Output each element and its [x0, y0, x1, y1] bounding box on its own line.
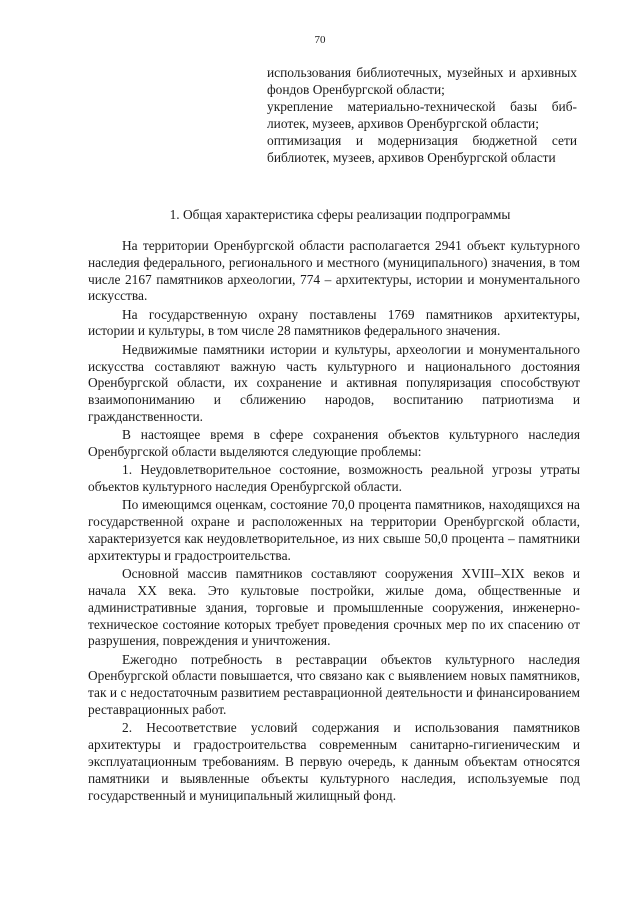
subprogram-goals-list: [267, 64, 577, 166]
section-body: [88, 238, 580, 806]
paragraph: 2. Несоответствие условий содержания и использования памятников архитектуры и градостроительства современным санитарно-гигиеническим и эксплуатационным требованиям. В первую очередь, к данным объектам относятся памятники и выявленные объекты культурного наследия, используемые под государственный и муниципальный жилищный фонд.: [88, 720, 580, 803]
page-number: 70: [314, 34, 326, 46]
paragraph: Недвижимые памятники истории и культуры, археологии и монументального искусства составляют важную часть культурного и национального достояния Оренбургской области, их сохранение и активная популяризация способствуют взаимопониманию и сближению народов, воспитанию патриотизма и гражданственности.: [88, 341, 580, 424]
goal-item: укрепление материально-технической базы библиотек, музеев, архивов Оренбургской области;: [267, 99, 577, 131]
paragraph: На государственную охрану поставлены 1769 памятников архитектуры, истории и культуры, в том числе 28 памятников федерального значения.: [88, 306, 580, 339]
paragraph: В настоящее время в сфере сохранения объектов культурного наследия Оренбургской области выделяются следующие проблемы:: [88, 427, 580, 460]
paragraph: 1. Неудовлетворительное состояние, возможность реальной угрозы утраты объектов культурного наследия Оренбургской области.: [88, 462, 580, 495]
section-heading: 1. Общая характеристика сферы реализации подпрограммы: [169, 207, 511, 222]
goal-item: оптимизация и модернизация бюджетной сети библиотек, музеев, архивов Оренбургской области: [267, 133, 577, 165]
paragraph: Основной массив памятников составляют сооружения XVIII–XIX веков и начала XX века. Это культовые постройки, жилые дома, общественные и административные здания, торговые и промышленные сооружения, инженерно-техническое состояние которых требует проведения срочных мер по их спасению от разрушения, повреждения и уничтожения.: [88, 566, 580, 649]
goal-item: использования библиотечных, музейных и архивных фондов Оренбургской области;: [267, 65, 577, 97]
paragraph: На территории Оренбургской области располагается 2941 объект культурного наследия федерального, регионального и местного (муниципального) значения, в том числе 2167 памятников археологии, 774 – архитектуры, истории и монументального искусства.: [88, 238, 580, 304]
paragraph: Ежегодно потребность в реставрации объектов культурного наследия Оренбургской области повышается, что связано как с выявлением новых памятников, так и с недостаточным развитием реставрационной деятельности и финансированием реставрационных работ.: [88, 651, 580, 718]
paragraph: По имеющимся оценкам, состояние 70,0 процента памятников, находящихся на государственной охране и расположенных на территории Оренбургской области, характеризуется как неудовлетворительное, из них свыше 50,0 процента – памятники архитектуры и градостроительства.: [88, 497, 580, 563]
